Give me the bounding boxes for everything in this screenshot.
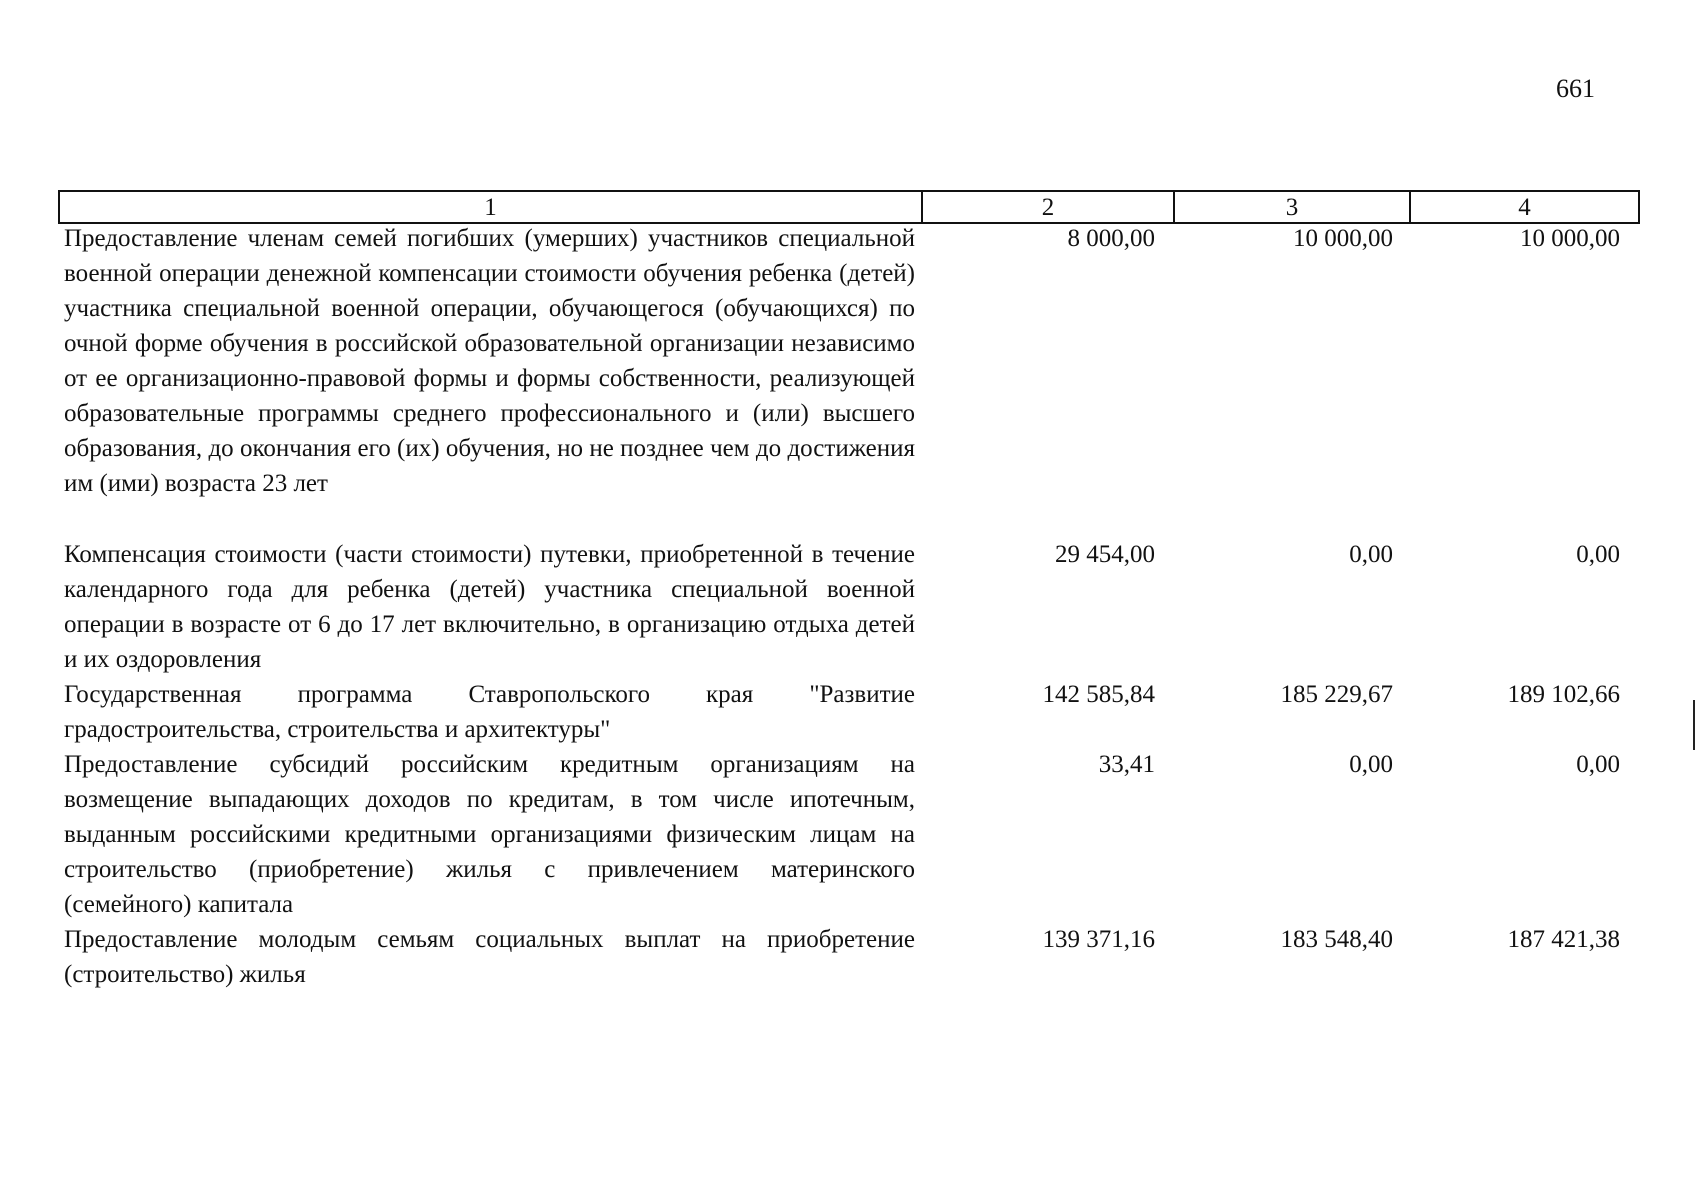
row-value-col2: 139 371,16 <box>1042 926 1155 953</box>
row-value-col4: 0,00 <box>1576 541 1620 568</box>
row-description: Компенсация стоимости (части стоимости) путевки, приобретенной в течение календарного года для ребенка (детей) участника специальной военной операции в возрасте от 6 до 17 лет включительно, в организацию отдыха детей и их оздоровления <box>64 541 915 673</box>
row-value-col2: 29 454,00 <box>1055 541 1155 568</box>
table-header-row <box>58 190 1640 228</box>
row-value-col2: 142 585,84 <box>1042 681 1155 708</box>
row-value-col2: 8 000,00 <box>1067 225 1155 252</box>
row-value-col2: 33,41 <box>1098 751 1155 778</box>
header-cell-3: 3 <box>1175 190 1411 224</box>
row-value-col3: 183 548,40 <box>1280 926 1393 953</box>
page-number: 661 <box>1556 74 1595 103</box>
budget-table <box>58 190 1640 992</box>
row-value-col4: 0,00 <box>1576 751 1620 778</box>
row-description: Предоставление молодым семьям социальных выплат на приобретение (строительство) жилья <box>64 926 915 988</box>
header-cell-1: 1 <box>58 190 923 224</box>
row-value-col3: 185 229,67 <box>1280 681 1393 708</box>
row-value-col3: 0,00 <box>1349 751 1393 778</box>
table-row <box>58 537 1640 677</box>
row-value-col4: 189 102,66 <box>1507 681 1620 708</box>
table-row <box>58 677 1640 747</box>
row-description: Государственная программа Ставропольского края "Развитие градостроительства, строительства и архитектуры" <box>64 681 915 743</box>
scan-edge-mark <box>1693 700 1695 750</box>
row-description: Предоставление субсидий российским кредитным организациям на возмещение выпадающих доходов по кредитам, в том числе ипотечным, выданным российскими кредитными организациями физическим лицам на строительство (приобретение) жилья с привлечением материнского (семейного) капитала <box>64 751 915 918</box>
row-value-col3: 10 000,00 <box>1293 225 1393 252</box>
table-row <box>58 922 1640 992</box>
row-value-col4: 187 421,38 <box>1507 926 1620 953</box>
header-cell-2: 2 <box>923 190 1175 224</box>
row-value-col3: 0,00 <box>1349 541 1393 568</box>
table-row <box>58 747 1640 922</box>
header-cell-4: 4 <box>1411 190 1640 224</box>
table-row <box>58 221 1640 501</box>
row-description: Предоставление членам семей погибших (умерших) участников специальной военной операции денежной компенсации стоимости обучения ребенка (детей) участника специальной военной операции, обучающегося (обучающихся) по очной форме обучения в российской образовательной организации независимо от ее организационно-правовой формы и формы собственности, реализующей образовательные программы среднего профессионального и (или) высшего образования, до окончания его (их) обучения, но не позднее чем до достижения им (ими) возраста 23 лет <box>64 225 915 497</box>
row-value-col4: 10 000,00 <box>1520 225 1620 252</box>
table-body <box>58 221 1640 992</box>
